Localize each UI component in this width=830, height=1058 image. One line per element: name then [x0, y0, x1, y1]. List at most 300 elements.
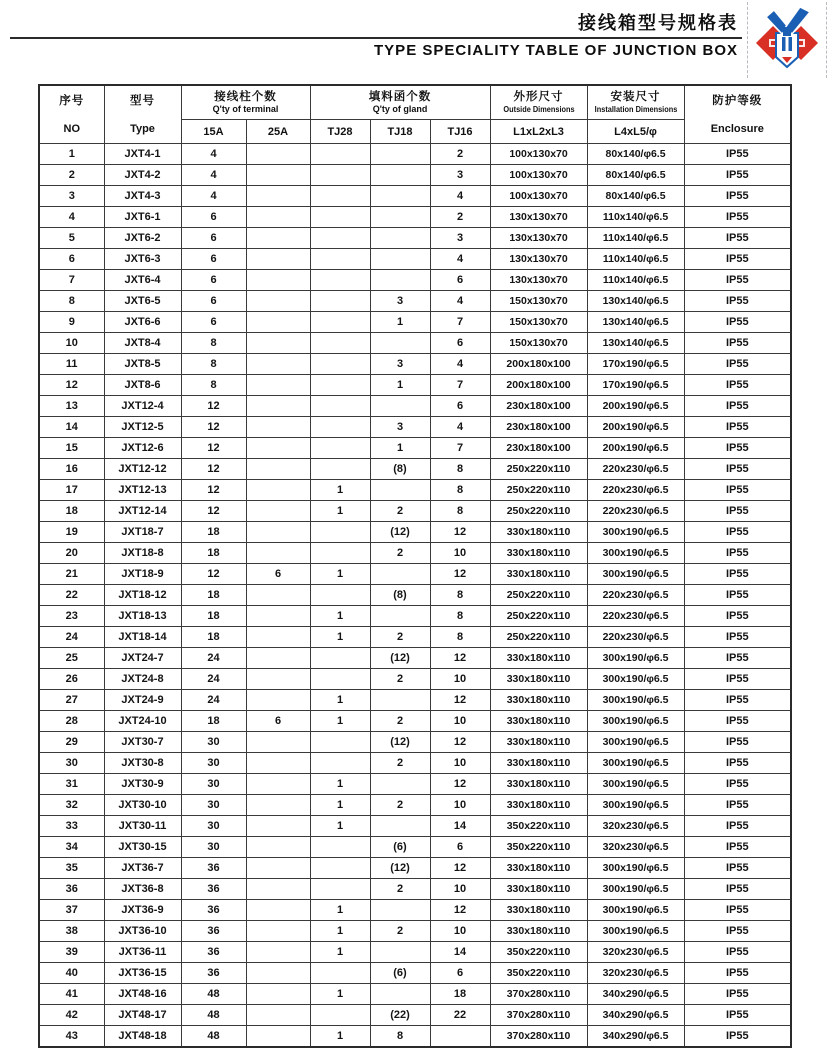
cell-15a: 12 [181, 417, 246, 438]
enclosure-label-en: Enclosure [710, 123, 764, 135]
cell-installation-dimensions: 80x140/φ6.5 [587, 186, 684, 207]
cell-installation-dimensions: 300x190/φ6.5 [587, 669, 684, 690]
cell-type: JXT12-13 [104, 480, 181, 501]
table-row [39, 144, 791, 165]
cell-type: JXT6-5 [104, 291, 181, 312]
subcol-25a: 25A [246, 120, 310, 144]
cell-tj18: (12) [370, 522, 430, 543]
cell-no: 12 [39, 375, 104, 396]
cell-25a [246, 816, 310, 837]
cell-15a: 6 [181, 270, 246, 291]
cell-outside-dimensions: 330x180x110 [490, 921, 587, 942]
cell-tj28 [310, 375, 370, 396]
cell-25a [246, 396, 310, 417]
cell-installation-dimensions: 320x230/φ6.5 [587, 942, 684, 963]
cell-25a [246, 1005, 310, 1026]
cell-no: 28 [39, 711, 104, 732]
cell-tj28 [310, 858, 370, 879]
cell-enclosure: IP55 [684, 585, 791, 606]
cell-no: 39 [39, 942, 104, 963]
cell-25a [246, 942, 310, 963]
table-row [39, 711, 791, 732]
table-row [39, 312, 791, 333]
table-row [39, 879, 791, 900]
cell-enclosure: IP55 [684, 375, 791, 396]
cell-outside-dimensions: 150x130x70 [490, 312, 587, 333]
cell-tj28 [310, 249, 370, 270]
cell-type: JXT8-6 [104, 375, 181, 396]
table-row [39, 816, 791, 837]
cell-no: 34 [39, 837, 104, 858]
cell-25a [246, 795, 310, 816]
cell-enclosure: IP55 [684, 459, 791, 480]
cell-tj28 [310, 270, 370, 291]
col-header-gland [310, 85, 490, 120]
cell-tj16: 12 [430, 648, 490, 669]
cell-installation-dimensions: 130x140/φ6.5 [587, 333, 684, 354]
cell-tj16: 4 [430, 417, 490, 438]
cell-installation-dimensions: 300x190/φ6.5 [587, 564, 684, 585]
cell-15a: 30 [181, 732, 246, 753]
cell-25a [246, 249, 310, 270]
cell-25a [246, 291, 310, 312]
cell-15a: 6 [181, 291, 246, 312]
table-row [39, 627, 791, 648]
table-row [39, 669, 791, 690]
col-header-enclosure [684, 85, 791, 144]
cell-type: JXT6-4 [104, 270, 181, 291]
cell-tj16: 8 [430, 585, 490, 606]
cell-enclosure: IP55 [684, 1026, 791, 1048]
cell-installation-dimensions: 320x230/φ6.5 [587, 837, 684, 858]
cell-15a: 6 [181, 228, 246, 249]
cell-type: JXT12-12 [104, 459, 181, 480]
cell-enclosure: IP55 [684, 879, 791, 900]
cell-type: JXT30-10 [104, 795, 181, 816]
cell-15a: 30 [181, 837, 246, 858]
cell-15a: 30 [181, 753, 246, 774]
table-row [39, 963, 791, 984]
cell-tj18 [370, 984, 430, 1005]
cell-25a [246, 186, 310, 207]
cell-outside-dimensions: 330x180x110 [490, 669, 587, 690]
cell-enclosure: IP55 [684, 816, 791, 837]
cell-type: JXT48-16 [104, 984, 181, 1005]
cell-no: 24 [39, 627, 104, 648]
cell-enclosure: IP55 [684, 648, 791, 669]
cell-tj18: (6) [370, 837, 430, 858]
cell-outside-dimensions: 150x130x70 [490, 333, 587, 354]
cell-enclosure: IP55 [684, 732, 791, 753]
cell-installation-dimensions: 300x190/φ6.5 [587, 753, 684, 774]
cell-type: JXT36-8 [104, 879, 181, 900]
table-row [39, 795, 791, 816]
cell-type: JXT4-2 [104, 165, 181, 186]
cell-tj18: 2 [370, 711, 430, 732]
cell-no: 26 [39, 669, 104, 690]
cell-tj18: 2 [370, 627, 430, 648]
cell-type: JXT36-10 [104, 921, 181, 942]
cell-no: 5 [39, 228, 104, 249]
cell-type: JXT6-2 [104, 228, 181, 249]
cell-installation-dimensions: 80x140/φ6.5 [587, 165, 684, 186]
cell-type: JXT18-13 [104, 606, 181, 627]
cell-25a [246, 690, 310, 711]
cell-type: JXT18-7 [104, 522, 181, 543]
enclosure-label-cn: 防护等级 [712, 95, 763, 107]
cell-25a [246, 921, 310, 942]
col-header-type [104, 85, 181, 144]
table-row [39, 774, 791, 795]
install-label-en: Installation Dimensions [594, 105, 677, 114]
cell-25a [246, 144, 310, 165]
cell-tj18: 1 [370, 312, 430, 333]
cell-no: 11 [39, 354, 104, 375]
cell-enclosure: IP55 [684, 417, 791, 438]
cell-tj28: 1 [310, 690, 370, 711]
table-row [39, 942, 791, 963]
cell-25a [246, 648, 310, 669]
cell-15a: 4 [181, 144, 246, 165]
table-row [39, 480, 791, 501]
cell-outside-dimensions: 350x220x110 [490, 963, 587, 984]
cell-tj28 [310, 207, 370, 228]
cell-25a: 6 [246, 564, 310, 585]
cell-installation-dimensions: 320x230/φ6.5 [587, 816, 684, 837]
cell-tj18: 2 [370, 669, 430, 690]
cell-tj16: 12 [430, 564, 490, 585]
table-row [39, 921, 791, 942]
table-row [39, 732, 791, 753]
cell-type: JXT6-6 [104, 312, 181, 333]
cell-25a [246, 669, 310, 690]
subcol-tj28: TJ28 [310, 120, 370, 144]
cell-no: 1 [39, 144, 104, 165]
cell-25a [246, 501, 310, 522]
cell-tj18 [370, 816, 430, 837]
cell-type: JXT12-4 [104, 396, 181, 417]
type-label-cn: 型号 [130, 95, 155, 107]
cell-tj18 [370, 774, 430, 795]
cell-15a: 24 [181, 648, 246, 669]
cell-type: JXT12-5 [104, 417, 181, 438]
cell-no: 3 [39, 186, 104, 207]
cell-tj18: 1 [370, 438, 430, 459]
cell-tj28 [310, 669, 370, 690]
cell-tj16: 3 [430, 165, 490, 186]
cell-outside-dimensions: 150x130x70 [490, 291, 587, 312]
cell-type: JXT4-1 [104, 144, 181, 165]
cell-15a: 24 [181, 669, 246, 690]
cell-outside-dimensions: 330x180x110 [490, 543, 587, 564]
cell-outside-dimensions: 330x180x110 [490, 753, 587, 774]
header-divider [10, 37, 742, 39]
cell-no: 41 [39, 984, 104, 1005]
cell-25a [246, 354, 310, 375]
cell-installation-dimensions: 220x230/φ6.5 [587, 627, 684, 648]
cell-no: 19 [39, 522, 104, 543]
cell-tj16: 8 [430, 501, 490, 522]
table-row [39, 1005, 791, 1026]
cell-type: JXT18-8 [104, 543, 181, 564]
cell-installation-dimensions: 300x190/φ6.5 [587, 921, 684, 942]
col-header-outside [490, 85, 587, 120]
cell-enclosure: IP55 [684, 333, 791, 354]
cell-enclosure: IP55 [684, 774, 791, 795]
cell-outside-dimensions: 330x180x110 [490, 858, 587, 879]
cell-tj28 [310, 312, 370, 333]
cell-tj28: 1 [310, 627, 370, 648]
cell-outside-dimensions: 200x180x100 [490, 375, 587, 396]
cell-tj16: 10 [430, 669, 490, 690]
cell-enclosure: IP55 [684, 690, 791, 711]
table-row [39, 417, 791, 438]
cell-no: 7 [39, 270, 104, 291]
terminal-label-en: Q'ty of terminal [212, 104, 279, 114]
cell-tj16: 12 [430, 732, 490, 753]
cell-15a: 36 [181, 921, 246, 942]
cell-type: JXT30-15 [104, 837, 181, 858]
cell-no: 38 [39, 921, 104, 942]
cell-tj28 [310, 333, 370, 354]
cell-25a [246, 900, 310, 921]
cell-tj16: 12 [430, 900, 490, 921]
cell-25a [246, 165, 310, 186]
cell-tj16: 8 [430, 606, 490, 627]
cell-type: JXT36-15 [104, 963, 181, 984]
cell-outside-dimensions: 350x220x110 [490, 837, 587, 858]
cell-tj16: 10 [430, 795, 490, 816]
cell-25a [246, 228, 310, 249]
cell-outside-dimensions: 370x280x110 [490, 984, 587, 1005]
cell-tj28 [310, 963, 370, 984]
cell-enclosure: IP55 [684, 837, 791, 858]
subcol-outside-dims: L1xL2xL3 [490, 120, 587, 144]
cell-tj16: 12 [430, 690, 490, 711]
cell-tj18: 1 [370, 375, 430, 396]
subcol-install-dims: L4xL5/φ [587, 120, 684, 144]
subcol-15a: 15A [181, 120, 246, 144]
table-row [39, 753, 791, 774]
cell-tj28: 1 [310, 1026, 370, 1048]
cell-tj18 [370, 165, 430, 186]
cell-installation-dimensions: 300x190/φ6.5 [587, 774, 684, 795]
cell-enclosure: IP55 [684, 921, 791, 942]
table-body [39, 144, 791, 1048]
cell-no: 37 [39, 900, 104, 921]
cell-25a [246, 312, 310, 333]
cell-installation-dimensions: 300x190/φ6.5 [587, 522, 684, 543]
cell-tj18: 2 [370, 921, 430, 942]
cell-no: 31 [39, 774, 104, 795]
cell-installation-dimensions: 300x190/φ6.5 [587, 648, 684, 669]
cell-tj28 [310, 165, 370, 186]
cell-15a: 4 [181, 165, 246, 186]
table-row [39, 501, 791, 522]
cell-25a [246, 459, 310, 480]
cell-tj18 [370, 942, 430, 963]
cell-enclosure: IP55 [684, 396, 791, 417]
cell-tj18: 3 [370, 354, 430, 375]
cell-25a [246, 858, 310, 879]
table-row [39, 438, 791, 459]
cell-enclosure: IP55 [684, 942, 791, 963]
cell-installation-dimensions: 130x140/φ6.5 [587, 291, 684, 312]
cell-tj28 [310, 459, 370, 480]
cell-installation-dimensions: 300x190/φ6.5 [587, 543, 684, 564]
cell-tj18 [370, 480, 430, 501]
cell-tj28: 1 [310, 795, 370, 816]
cell-tj28 [310, 522, 370, 543]
brand-logo-icon [752, 3, 822, 75]
cell-enclosure: IP55 [684, 144, 791, 165]
cell-tj28: 1 [310, 921, 370, 942]
cell-tj16: 2 [430, 207, 490, 228]
table-row [39, 207, 791, 228]
table-row [39, 564, 791, 585]
cell-tj28 [310, 585, 370, 606]
cell-tj28 [310, 732, 370, 753]
cell-tj16: 6 [430, 333, 490, 354]
cell-installation-dimensions: 200x190/φ6.5 [587, 396, 684, 417]
cell-tj18 [370, 270, 430, 291]
cell-no: 23 [39, 606, 104, 627]
cell-tj18: 3 [370, 417, 430, 438]
cell-tj28 [310, 837, 370, 858]
cell-tj16 [430, 1026, 490, 1048]
cell-installation-dimensions: 130x140/φ6.5 [587, 312, 684, 333]
cell-installation-dimensions: 220x230/φ6.5 [587, 501, 684, 522]
cell-outside-dimensions: 230x180x100 [490, 438, 587, 459]
cell-installation-dimensions: 220x230/φ6.5 [587, 459, 684, 480]
cell-25a [246, 417, 310, 438]
cell-type: JXT8-4 [104, 333, 181, 354]
cell-installation-dimensions: 300x190/φ6.5 [587, 732, 684, 753]
cell-tj18 [370, 690, 430, 711]
cell-15a: 6 [181, 207, 246, 228]
cell-outside-dimensions: 330x180x110 [490, 648, 587, 669]
cell-tj16: 10 [430, 921, 490, 942]
cell-tj18: 8 [370, 1026, 430, 1048]
cell-no: 25 [39, 648, 104, 669]
cell-tj16: 4 [430, 186, 490, 207]
cell-installation-dimensions: 110x140/φ6.5 [587, 270, 684, 291]
cell-installation-dimensions: 200x190/φ6.5 [587, 438, 684, 459]
cell-15a: 48 [181, 984, 246, 1005]
page-title-chinese: 接线箱型号规格表 [578, 13, 738, 33]
cell-25a [246, 984, 310, 1005]
cell-tj18: (12) [370, 648, 430, 669]
table-row [39, 165, 791, 186]
table-row [39, 837, 791, 858]
cell-tj28: 1 [310, 480, 370, 501]
cell-tj16: 7 [430, 375, 490, 396]
outside-label-en: Outside Dimensions [502, 105, 575, 114]
cell-tj16: 6 [430, 270, 490, 291]
cell-no: 2 [39, 165, 104, 186]
cell-installation-dimensions: 300x190/φ6.5 [587, 795, 684, 816]
table-row [39, 291, 791, 312]
cell-no: 14 [39, 417, 104, 438]
cell-25a [246, 753, 310, 774]
cell-type: JXT24-9 [104, 690, 181, 711]
cell-type: JXT18-12 [104, 585, 181, 606]
cell-25a: 6 [246, 711, 310, 732]
cell-outside-dimensions: 330x180x110 [490, 774, 587, 795]
table-row [39, 900, 791, 921]
cell-tj16: 14 [430, 816, 490, 837]
subcol-tj18: TJ18 [370, 120, 430, 144]
cell-type: JXT6-1 [104, 207, 181, 228]
table-row [39, 459, 791, 480]
cell-enclosure: IP55 [684, 984, 791, 1005]
cell-tj16: 12 [430, 522, 490, 543]
cell-enclosure: IP55 [684, 522, 791, 543]
cell-tj18 [370, 606, 430, 627]
cell-no: 22 [39, 585, 104, 606]
cell-installation-dimensions: 300x190/φ6.5 [587, 879, 684, 900]
col-header-no [39, 85, 104, 144]
cell-tj16: 10 [430, 711, 490, 732]
cell-outside-dimensions: 250x220x110 [490, 627, 587, 648]
cell-outside-dimensions: 250x220x110 [490, 501, 587, 522]
cell-15a: 36 [181, 942, 246, 963]
cell-25a [246, 438, 310, 459]
col-header-terminal [181, 85, 310, 120]
cell-enclosure: IP55 [684, 228, 791, 249]
cell-tj28 [310, 648, 370, 669]
cell-type: JXT18-9 [104, 564, 181, 585]
cell-type: JXT30-8 [104, 753, 181, 774]
cell-tj16: 6 [430, 963, 490, 984]
cell-type: JXT30-7 [104, 732, 181, 753]
cell-tj28 [310, 543, 370, 564]
cell-tj28: 1 [310, 984, 370, 1005]
cell-tj18: 2 [370, 879, 430, 900]
cell-15a: 48 [181, 1026, 246, 1048]
cell-15a: 6 [181, 312, 246, 333]
cell-type: JXT48-18 [104, 1026, 181, 1048]
cell-15a: 12 [181, 438, 246, 459]
cell-no: 8 [39, 291, 104, 312]
cell-no: 43 [39, 1026, 104, 1048]
cell-tj28: 1 [310, 606, 370, 627]
cell-type: JXT12-6 [104, 438, 181, 459]
cell-installation-dimensions: 110x140/φ6.5 [587, 228, 684, 249]
cell-tj16: 8 [430, 480, 490, 501]
cell-outside-dimensions: 330x180x110 [490, 795, 587, 816]
cell-no: 4 [39, 207, 104, 228]
cell-tj18: 2 [370, 501, 430, 522]
cell-installation-dimensions: 300x190/φ6.5 [587, 690, 684, 711]
cell-installation-dimensions: 170x190/φ6.5 [587, 375, 684, 396]
cell-15a: 12 [181, 480, 246, 501]
table-row [39, 375, 791, 396]
cell-installation-dimensions: 340x290/φ6.5 [587, 984, 684, 1005]
table-row [39, 690, 791, 711]
cell-tj18: (12) [370, 732, 430, 753]
table-row [39, 354, 791, 375]
cell-tj28 [310, 438, 370, 459]
cell-enclosure: IP55 [684, 186, 791, 207]
outside-label-cn: 外形尺寸 [513, 91, 564, 103]
cell-tj28: 1 [310, 774, 370, 795]
cell-enclosure: IP55 [684, 564, 791, 585]
cell-enclosure: IP55 [684, 270, 791, 291]
cell-25a [246, 837, 310, 858]
cell-tj28 [310, 417, 370, 438]
cell-15a: 30 [181, 795, 246, 816]
